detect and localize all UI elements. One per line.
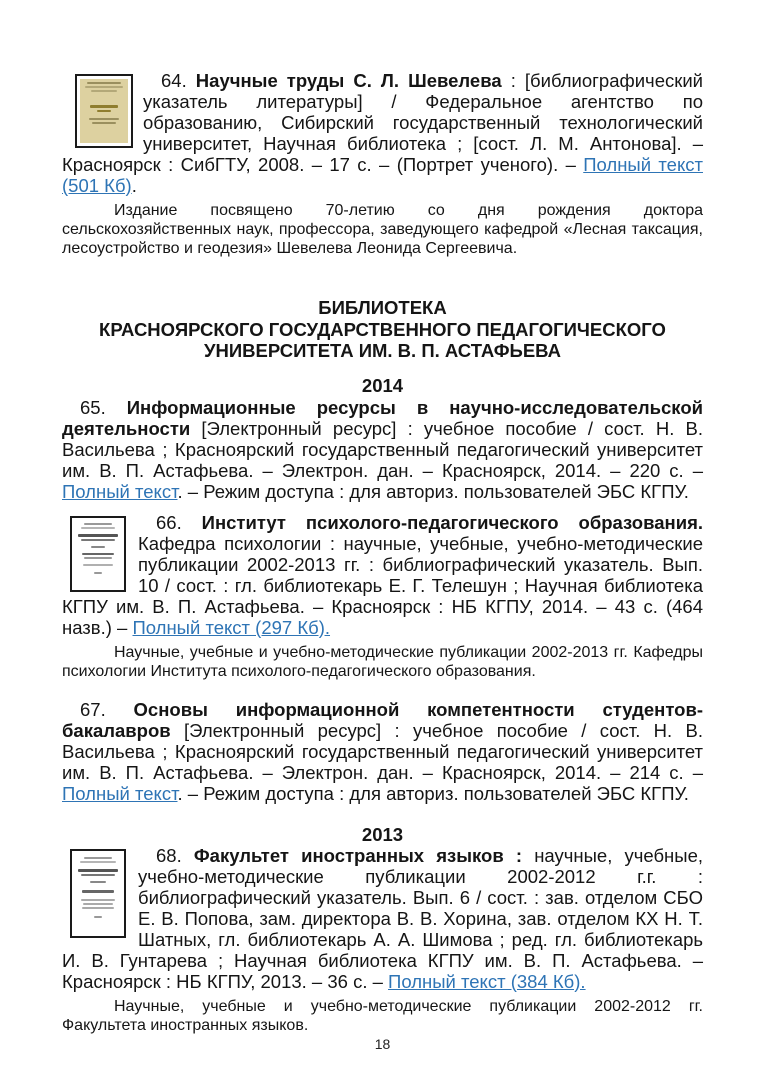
entry-title: Научные труды С. Л. Шевелева [195, 70, 502, 91]
entry-annotation-66: Научные, учебные и учебно-методические публикации 2002-2013 гг. Кафедры психологии Института психолого-педагогического образования. [62, 643, 703, 680]
entry-annotation-64: Издание посвящено 70-летию со дня рождения доктора сельскохозяйственных наук, профессора, заведующего кафедрой «Лесная таксация, лесоустройство и геодезия» Шевелева Леонида Сергеевича. [62, 202, 703, 257]
full-text-link-68[interactable]: Полный текст (384 Кб). [388, 970, 586, 992]
entry-body-text: . – Режим доступа : для авториз. пользователей ЭБС КГПУ. [177, 782, 689, 804]
page-number: 18 [374, 1035, 391, 1052]
cover-text-lines [80, 79, 128, 143]
entry-number: 64. [161, 70, 196, 91]
entry-number: 65. [80, 396, 127, 418]
entry-slot-66 [62, 512, 703, 681]
entry-number: 67. [80, 698, 134, 720]
library-heading-line-1: БИБЛИОТЕКА [318, 297, 447, 318]
entry-body-text: [Электронный ресурс] : учебное пособие / сост. Н. В. Васильева ; Красноярский государственный педагогический университет им. В. П. Астафьева. – Электрон. дан. – Красноярск, 2014. – 214 с. – [62, 719, 703, 783]
cover-text-lines [74, 520, 122, 588]
cover-text-lines [74, 853, 122, 934]
entry-title: Информационные ресурсы в научно-исследовательской деятельности [62, 396, 703, 439]
library-heading [62, 297, 703, 362]
entry-body-text: Кафедра психологии : научные, учебные, учебно-методические публикации 2002-2013 гг. : библиографический указатель. Вып. 10 / сост. : гл. библиотекарь Е. Г. Телешун ; Научная библиотека КГПУ им. В. П. Астафьева. – Красноярск : НБ КГПУ, 2014. – 43 с. (464 назв.) – [62, 532, 703, 638]
full-text-link-65[interactable]: Полный текст [62, 480, 178, 502]
book-cover-thumbnail-64 [75, 74, 133, 148]
full-text-link-67[interactable]: Полный текст [62, 782, 178, 804]
entry-slot-64 [62, 70, 703, 258]
full-text-link-66[interactable]: Полный текст (297 Кб). [132, 616, 331, 638]
entry-body-text: . [131, 175, 137, 196]
book-cover-thumbnail-66 [70, 516, 126, 592]
bib-entry-66 [62, 512, 703, 638]
full-text-link-64[interactable]: Полный текст (501 Кб) [62, 154, 703, 196]
bib-entry-67 [62, 699, 703, 804]
book-cover-thumbnail-68 [70, 849, 126, 938]
entry-title: Факультет иностранных языков : [193, 844, 523, 866]
entry-number: 66. [156, 511, 202, 533]
year-heading-2013: 2013 [361, 823, 404, 845]
bib-entry-68 [62, 845, 703, 992]
entry-body-text: . – Режим доступа : для авториз. пользователей ЭБС КГПУ. [177, 480, 689, 502]
entry-title: Институт психолого-педагогического образования. [201, 511, 703, 533]
entry-body-text: научные, учебные, учебно-методические публикации 2002-2012 г.г. : библиографический указатель. Вып. 6 / сост. : зав. отделом СБО Е. В. Попова, зам. директора В. В. Хорина, зав. отделом КХ Н. Т. Шатных, гл. библиотекарь А. А. Шимова ; ред. гл. библиотекарь И. В. Гунтарева ; Научная библиотека КГПУ им. В. П. Астафьева. – Красноярск : НБ КГПУ, 2013. – 36 с. – [62, 844, 704, 992]
entry-slot-65 [62, 397, 703, 502]
entry-body-text: [Электронный ресурс] : учебное пособие / сост. Н. В. Васильева ; Красноярский государственный педагогический университет им. В. П. Астафьева. – Электрон. дан. – Красноярск, 2014. – 220 с. – [62, 417, 703, 481]
library-heading-line-3: УНИВЕРСИТЕТА ИМ. В. П. АСТАФЬЕВА [204, 340, 561, 361]
bib-entry-64 [62, 70, 703, 196]
entry-slot-67 [62, 699, 703, 804]
entry-body-text: : [библиографический указатель литературы] / Федеральное агентство по образованию, Сибирский государственный технологический университет, Научная библиотека ; [сост. Л. М. Антонова]. – Красноярск : СибГТУ, 2008. – 17 с. – (Портрет ученого). – [62, 70, 703, 175]
bib-entry-65 [62, 397, 703, 502]
entry-slot-68 [62, 845, 703, 1035]
entry-title: Основы информационной компетентности студентов-бакалавров [62, 698, 703, 741]
entry-annotation-68: Научные, учебные и учебно-методические публикации 2002-2012 гг. Факультета иностранных языков. [62, 997, 703, 1034]
year-heading-2014: 2014 [361, 374, 404, 396]
library-heading-line-2: КРАСНОЯРСКОГО ГОСУДАРСТВЕННОГО ПЕДАГОГИЧЕСКОГО [99, 318, 666, 340]
entry-number: 68. [156, 844, 194, 866]
